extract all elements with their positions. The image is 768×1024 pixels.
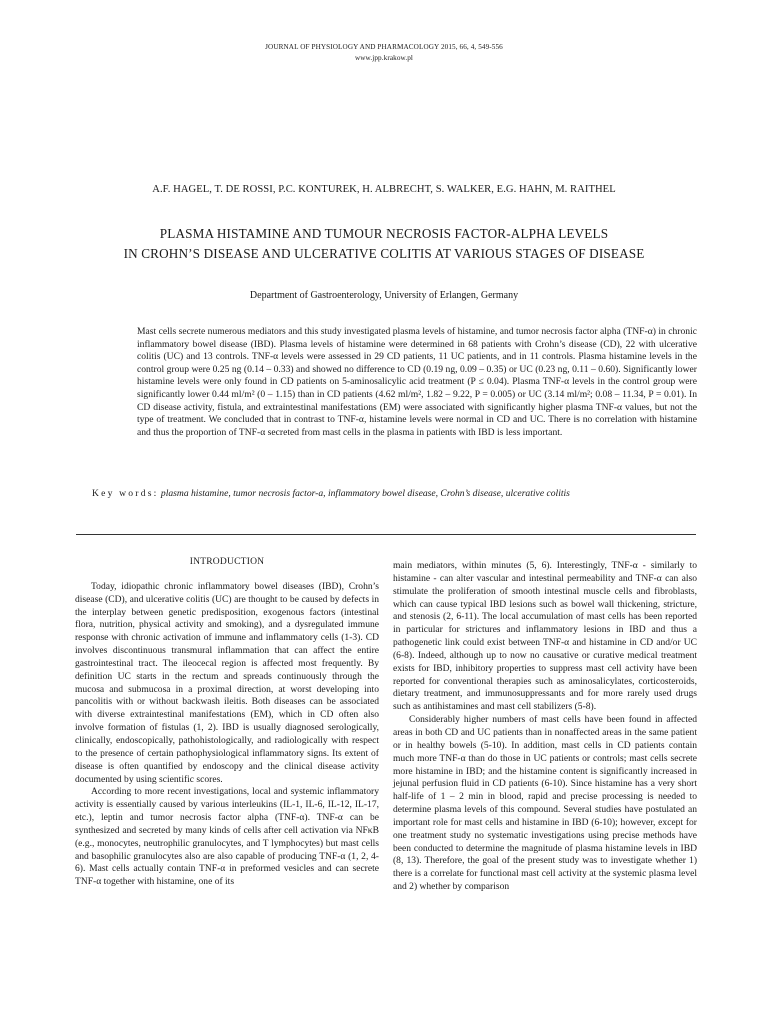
intro-paragraph-2: According to more recent investigations, local and systemic inflammatory activity is essentially caused by various interleukins (IL-1, IL-6, IL-12, IL-17, etc.), leptin and tumor necrosis factor alpha (TNF-α). TNF-α can be synthesized and secreted by many kinds of cells after cell activation via NFκB (e.g., monocytes, neutrophilic granulocytes, and T lymphocytes) but mast cells and basophilic granulocytes also are also capable of producing TNF-α (1, 2, 4-6). Mast cells actually contain TNF-α in preformed vesicles and can secrete TNF-α together with histamine, one of its bbox=[75, 786, 379, 888]
journal-citation: JOURNAL OF PHYSIOLOGY AND PHARMACOLOGY 2015, 66, 4, 549-556 bbox=[265, 43, 503, 51]
section-heading-introduction: INTRODUCTION bbox=[189, 556, 265, 567]
section-divider bbox=[76, 534, 696, 535]
title-line-1: PLASMA HISTAMINE AND TUMOUR NECROSIS FACTOR-ALPHA LEVELS bbox=[159, 226, 609, 241]
title-line-2: IN CROHN’S DISEASE AND ULCERATIVE COLITIS AT VARIOUS STAGES OF DISEASE bbox=[123, 246, 645, 261]
right-column bbox=[393, 560, 697, 894]
journal-url[interactable]: www.jpp.krakow.pl bbox=[354, 54, 414, 62]
abstract: Mast cells secrete numerous mediators and this study investigated plasma levels of histamine, and tumor necrosis factor alpha (TNF-α) in chronic inflammatory bowel disease (IBD). Plasma levels of histamine were determined in 68 patients with Crohn’s disease (CD), 22 with ulcerative colitis (UC) and 13 controls. TNF-α levels were assessed in 29 CD patients, 11 UC patients, and in 11 controls. Plasma histamine levels in the control group were 0.25 ng (0.14 – 0.33) and showed no difference to CD (0.19 ng, 0.09 – 0.35) or UC (0.23 ng, 0.11 – 0.60). Significantly lower histamine levels were only found in CD patients on 5-aminosalicylic acid treatment (P ≤ 0.04). Plasma TNF-α levels in the control group were significantly lower 0.44 ml/m² (0 – 1.15) than in CD patients (4.62 ml/m², 1.82 – 9.22, P = 0.005) or UC (3.14 ml/m²; 0.08 – 11.34, P = 0.01). In CD disease activity, fistula, and extraintestinal manifestations (EM) were associated with significantly higher plasma TNF-α values, but not the type of treatment. We concluded that in contrast to TNF-α, histamine levels were normal in CD and UC. There is no correlation with histamine and thus the proportion of TNF-α secreted from mast cells in the plasma in patients with IBD is less important. bbox=[137, 326, 697, 438]
journal-header bbox=[0, 42, 768, 64]
intro-paragraph-3: main mediators, within minutes (5, 6). Interestingly, TNF-α - similarly to histamine - can alter vascular and intestinal permeability and TNF-α can also stimulate the proliferation of smooth intestinal muscle cells and fibroblasts, which can cause typical IBD lesions such as bowel wall thickening, stricture, and stenosis (2, 6-11). The local accumulation of mast cells has been reported in particular for strictures and inflammatory lesions in IBD and thus a pathogenetic link could exist between TNF-α and histamine in CD and/or UC (6-8). Indeed, although up to now no causative or curative medical treatment exists for IBD, inhibitory properties to suppress mast cell activity have been reported for conventional therapies such as aminosalicylates, corticosteroids, dietary treatment, and immunosuppressants and for more rarely used drugs such as antihistamines and mast cell stabilizers (5-8). bbox=[393, 560, 697, 713]
keywords-text: plasma histamine, tumor necrosis factor-a, inflammatory bowel disease, Crohn’s disease, ulcerative colitis bbox=[158, 488, 570, 499]
intro-paragraph-1: Today, idiopathic chronic inflammatory bowel diseases (IBD), Crohn’s disease (CD), and ulcerative colitis (UC) are thought to be caused by defects in the interplay between genetic predisposition, exogenous factors (intestinal flora, nutrition, physical activity and smoking), and a dysregulated immune response with chronic activation of immune and inflammatory cells (1-3). CD involves discontinuous transmural inflammation that can affect the entire gastrointestinal tract. The ileocecal region is affected most frequently. By definition UC starts in the rectum and spreads continuously through the mucosa and submucosa in a proximal direction, at worst developing into pancolitis with or without backwash ileitis. Both diseases can be associated with diverse extraintestinal manifestations (EM), which in CD often also involve formation of fistulas (1, 2). IBD is usually diagnosed serologically, clinically, endoscopically, pathohistologically, and radiologically with respect to the presence of certain pathophysiological inflammatory signs. Its extent of disease is often quantified by endoscopy and the clinical disease activity documented by using scientific scores. bbox=[75, 580, 379, 785]
intro-paragraph-4: Considerably higher numbers of mast cells have been found in affected areas in both CD and UC patients than in nonaffected areas in the same patient or in healthy bowels (5-10). In addition, mast cells in CD patients contain much more TNF-α than do those in UC patients or controls; mast cells secrete more histamine in IBD; and the histamine content is significantly increased in jejunal perfusion fluid in CD patients (6-10). Since histamine has a very short half-life of 1 – 2 min in blood, rapid and precise processing is needed to determine plasma levels of this compound. Several studies have postulated an important role for mast cells and histamine in IBD (6-10); however, except for one treatment study no systematic investigations using precise methods have been conducted to determine the magnitude of plasma histamine levels in IBD (8, 13). Therefore, the goal of the present study was to investigate whether 1) there is a correlate for functional mast cell activity at the systemic plasma level and 2) whether by comparison bbox=[393, 714, 697, 893]
author-list: A.F. HAGEL, T. DE ROSSI, P.C. KONTUREK, H. ALBRECHT, S. WALKER, E.G. HAHN, M. RAITHEL bbox=[152, 184, 616, 195]
keywords-label: Key words: bbox=[92, 488, 159, 499]
article-title bbox=[0, 224, 768, 264]
affiliation: Department of Gastroenterology, University of Erlangen, Germany bbox=[249, 290, 519, 301]
keywords bbox=[92, 487, 712, 500]
left-column bbox=[75, 556, 379, 889]
